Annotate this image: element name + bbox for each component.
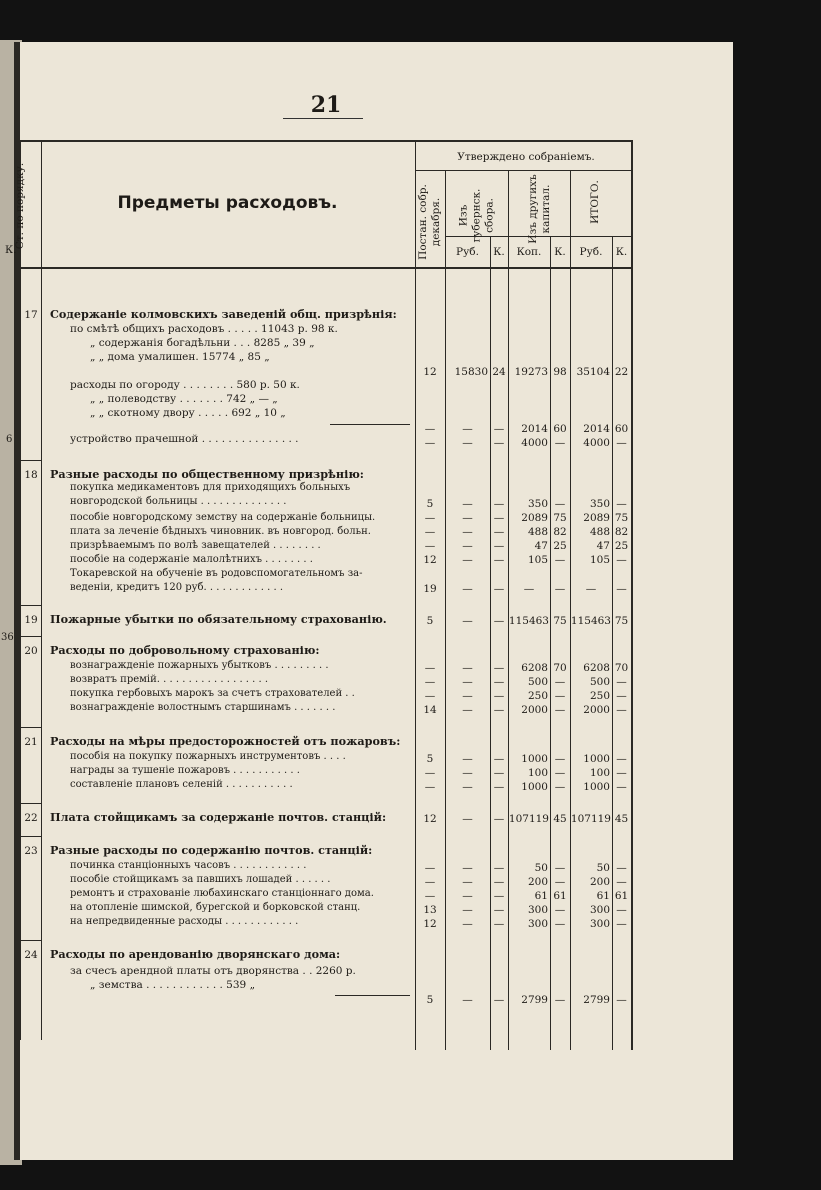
table-cell: 98	[553, 366, 567, 378]
line-item: устройство прачешной . . . . . . . . . . . . . . .	[70, 433, 299, 445]
line-item: „ „ полеводству . . . . . . . 742 „ — „	[90, 393, 278, 405]
table-cell: —	[462, 704, 473, 716]
table-cell: 2014	[521, 423, 548, 435]
table-cell: —	[493, 767, 505, 779]
header-col-total: ИТОГО.	[589, 180, 601, 224]
table-cell: 61	[553, 890, 567, 902]
table-cell: 60	[553, 423, 567, 435]
line-item: Токаревской на обученіе въ родовспомогательномъ за-	[70, 568, 363, 579]
section-divider	[20, 460, 41, 461]
row-number: 23	[24, 845, 38, 857]
table-cell: —	[554, 583, 566, 595]
table-cell: —	[585, 583, 597, 595]
table-cell: —	[616, 994, 627, 1006]
table-cell: 2000	[521, 704, 548, 716]
unit-kop: Коп.	[516, 246, 542, 258]
table-cell: 4000	[521, 437, 548, 449]
table-cell: —	[424, 437, 436, 449]
row-number: 24	[24, 949, 38, 961]
table-cell: —	[554, 690, 566, 702]
table-cell: —	[424, 767, 436, 779]
table-cell: —	[554, 498, 566, 510]
line-item: плата за леченіе бѣдныхъ чиновник. въ новгород. больн.	[70, 526, 371, 537]
table-cell: —	[462, 437, 473, 449]
col-line-right	[631, 140, 633, 1050]
table-cell: 100	[589, 767, 610, 779]
table-cell: 300	[527, 918, 548, 930]
table-cell: —	[616, 862, 627, 874]
table-cell: —	[616, 583, 627, 595]
row-number: 22	[24, 812, 38, 824]
table-cell: —	[462, 890, 473, 902]
table-cell: 300	[527, 904, 548, 916]
table-cell: 61	[614, 890, 629, 902]
table-cell: 61	[596, 890, 610, 902]
table-cell: —	[493, 890, 505, 902]
table-cell: 488	[527, 526, 548, 538]
table-cell: —	[493, 615, 505, 627]
header-col-gubern: Изъ губернск. сбора.	[457, 188, 496, 243]
line-item: „ „ скотному двору . . . . . 692 „ 10 „	[90, 407, 286, 419]
table-cell: 115463	[570, 615, 611, 627]
table-cell: 1000	[521, 781, 548, 793]
table-cell: 12	[423, 918, 437, 930]
sum-rule	[335, 995, 410, 996]
table-cell: —	[616, 704, 627, 716]
table-cell: 25	[614, 540, 629, 552]
table-cell: —	[616, 781, 627, 793]
table-cell: 75	[553, 512, 567, 524]
table-cell: —	[493, 994, 505, 1006]
line-item: веденіи, кредитъ 120 руб. . . . . . . . . . . . .	[70, 582, 284, 593]
section-divider	[20, 803, 41, 804]
table-cell: 60	[614, 423, 629, 435]
table-cell: 82	[553, 526, 567, 538]
section-divider	[20, 727, 41, 728]
table-cell: —	[554, 554, 566, 566]
table-cell: —	[493, 512, 505, 524]
table-cell: —	[462, 918, 473, 930]
header-approved-group: Утверждено собраніемъ.	[457, 151, 595, 163]
line-item: „ „ дома умалишен. 15774 „ 85 „	[90, 351, 270, 363]
table-cell: 25	[553, 540, 567, 552]
line-item: по смѣтѣ общихъ расходовъ . . . . . 11043 р. 98 к.	[70, 323, 338, 335]
table-cell: 5	[426, 615, 434, 627]
table-cell: —	[424, 890, 436, 902]
table-cell: 300	[589, 904, 610, 916]
table-cell: —	[616, 676, 627, 688]
table-cell: 82	[614, 526, 629, 538]
table-cell: —	[493, 437, 505, 449]
table-cell: —	[493, 676, 505, 688]
page-number: 21	[310, 92, 342, 118]
table-cell: —	[554, 676, 566, 688]
table-cell: —	[493, 423, 505, 435]
table-cell: —	[424, 781, 436, 793]
table-cell: 2000	[583, 704, 610, 716]
line-item: вознагражденіе пожарныхъ убытковъ . . . . . . . . .	[70, 660, 329, 671]
table-cell: —	[493, 662, 505, 674]
section-divider	[20, 636, 41, 637]
table-cell: 6208	[583, 662, 610, 674]
table-cell: 15830	[454, 366, 488, 378]
table-cell: 50	[596, 862, 610, 874]
section-divider	[20, 836, 41, 837]
page-number-rule	[283, 118, 363, 119]
line-item: на непредвиденные расходы . . . . . . . . . . . .	[70, 916, 299, 927]
row-number: 19	[24, 614, 38, 626]
table-cell: 500	[527, 676, 548, 688]
col-line-number	[41, 140, 42, 1040]
section-title: Плата стойщикамъ за содержаніе почтов. станцій:	[50, 810, 387, 824]
table-cell: 70	[614, 662, 629, 674]
section-divider	[20, 940, 41, 941]
table-cell: —	[424, 423, 436, 435]
table-cell: —	[493, 540, 505, 552]
table-cell: 107119	[508, 813, 549, 825]
table-cell: —	[424, 876, 436, 888]
table-cell: 2089	[521, 512, 548, 524]
table-cell: —	[493, 904, 505, 916]
table-cell: —	[616, 876, 627, 888]
table-cell: —	[462, 662, 473, 674]
table-cell: 2799	[521, 994, 548, 1006]
line-item: за счесъ арендной платы отъ дворянства . . 2260 р.	[70, 965, 356, 977]
line-item: вознагражденіе волостнымъ старшинамъ . . . . . . .	[70, 702, 336, 713]
table-cell: —	[424, 676, 436, 688]
table-cell: —	[554, 862, 566, 874]
section-divider	[20, 605, 41, 606]
table-cell: 300	[589, 918, 610, 930]
table-cell: 250	[589, 690, 610, 702]
table-cell: 200	[589, 876, 610, 888]
unit-rub-2: Руб.	[579, 246, 603, 258]
table-cell: —	[616, 767, 627, 779]
section-title: Содержаніе колмовскихъ заведеній общ. призрѣнія:	[50, 307, 397, 321]
table-cell: 45	[614, 813, 629, 825]
table-cell: —	[462, 767, 473, 779]
table-cell: —	[462, 781, 473, 793]
table-cell: —	[462, 690, 473, 702]
margin-number: 36	[1, 632, 14, 643]
table-cell: 70	[553, 662, 567, 674]
table-cell: 75	[553, 615, 567, 627]
table-cell: —	[462, 423, 473, 435]
table-cell: —	[493, 498, 505, 510]
line-item: „ земства . . . . . . . . . . . . 539 „	[90, 979, 256, 991]
section-title: Пожарные убытки по обязательному страхованію.	[50, 612, 387, 626]
header-subjects: Предметы расходовъ.	[117, 193, 338, 213]
line-item: возвратъ премій. . . . . . . . . . . . . . . . . .	[70, 674, 269, 685]
line-item: пособіе на содержаніе малолѣтнихъ . . . . . . . .	[70, 554, 313, 565]
table-cell: 115463	[508, 615, 549, 627]
section-title: Расходы на мѣры предосторожностей отъ пожаровъ:	[50, 734, 401, 748]
table-cell: 5	[426, 753, 434, 765]
table-cell: 12	[423, 554, 437, 566]
table-cell: 250	[527, 690, 548, 702]
table-cell: —	[462, 526, 473, 538]
table-cell: —	[462, 676, 473, 688]
table-cell: —	[462, 554, 473, 566]
table-cell: 24	[492, 366, 506, 378]
table-cell: —	[424, 512, 436, 524]
table-cell: 107119	[570, 813, 611, 825]
table-cell: —	[554, 704, 566, 716]
table-cell: —	[424, 690, 436, 702]
table-cell: —	[493, 753, 505, 765]
row-number: 20	[24, 645, 38, 657]
table-cell: 19	[423, 583, 437, 595]
table-cell: 200	[527, 876, 548, 888]
table-cell: 1000	[583, 753, 610, 765]
table-cell: 2014	[583, 423, 610, 435]
table-cell: 350	[527, 498, 548, 510]
section-title: Расходы по добровольному страхованію:	[50, 643, 320, 657]
table-cell: 75	[614, 512, 629, 524]
table-cell: 2089	[583, 512, 610, 524]
table-cell: 6208	[521, 662, 548, 674]
table-cell: —	[462, 753, 473, 765]
line-item: на отопленіе шимской, бурегской и борковской станц.	[70, 902, 361, 913]
table-cell: 35104	[576, 366, 610, 378]
table-cell: —	[493, 526, 505, 538]
section-title: Разные расходы по содержанію почтов. станцій:	[50, 843, 373, 857]
table-cell: 1000	[521, 753, 548, 765]
table-cell: —	[616, 753, 627, 765]
table-cell: 105	[527, 554, 548, 566]
table-cell: —	[554, 781, 566, 793]
table-cell: —	[493, 813, 505, 825]
unit-k-2: К.	[554, 246, 566, 258]
table-cell: —	[462, 994, 473, 1006]
table-cell: —	[462, 904, 473, 916]
line-item: пособія на покупку пожарныхъ инструментовъ . . . .	[70, 751, 346, 762]
table-cell: —	[616, 690, 627, 702]
header-col-other: Изъ другихъ капитал.	[527, 174, 552, 244]
table-cell: 2799	[583, 994, 610, 1006]
table-cell: —	[616, 918, 627, 930]
table-cell: 12	[423, 366, 437, 378]
table-cell: —	[616, 498, 627, 510]
col-line-left	[20, 140, 21, 1040]
table-cell: 5	[426, 498, 434, 510]
line-item: „ содержанія богадѣльни . . . 8285 „ 39 „	[90, 337, 315, 349]
table-cell: 5	[426, 994, 434, 1006]
table-cell: 47	[596, 540, 610, 552]
table-cell: —	[462, 862, 473, 874]
table-cell: 75	[614, 615, 629, 627]
table-cell: —	[493, 862, 505, 874]
table-cell: —	[462, 540, 473, 552]
table-cell: —	[616, 554, 627, 566]
line-item: награды за тушеніе пожаровъ . . . . . . . . . . .	[70, 765, 300, 776]
table-cell: —	[424, 862, 436, 874]
table-cell: —	[554, 918, 566, 930]
line-item: новгородской больницы . . . . . . . . . . . . . .	[70, 496, 287, 507]
table-cell: —	[462, 615, 473, 627]
line-item: расходы по огороду . . . . . . . . 580 р. 50 к.	[70, 379, 300, 391]
table-cell: —	[554, 437, 566, 449]
table-cell: 50	[534, 862, 548, 874]
line-item: пособіе стойщикамъ за павшихъ лошадей . . . . . .	[70, 874, 331, 885]
table-cell: —	[462, 813, 473, 825]
table-cell: —	[462, 876, 473, 888]
header-left-k: К.	[5, 244, 17, 256]
table-cell: —	[493, 704, 505, 716]
table-cell: —	[554, 753, 566, 765]
table-cell: 105	[589, 554, 610, 566]
table-cell: 12	[423, 813, 437, 825]
table-cell: 45	[553, 813, 567, 825]
header-col-december: Постан. собр. декабря.	[417, 184, 442, 260]
table-cell: 22	[614, 366, 629, 378]
header-bottom-border	[20, 267, 632, 269]
line-item: починка станціонныхъ часовъ . . . . . . . . . . . .	[70, 860, 307, 871]
table-cell: —	[493, 876, 505, 888]
table-cell: —	[616, 904, 627, 916]
table-cell: 500	[589, 676, 610, 688]
table-cell: 350	[589, 498, 610, 510]
line-item: составленіе плановъ селеній . . . . . . . . . . .	[70, 779, 293, 790]
table-cell: —	[493, 781, 505, 793]
margin-number: 6	[6, 434, 13, 445]
table-cell: —	[493, 554, 505, 566]
table-cell: —	[424, 662, 436, 674]
table-cell: 47	[534, 540, 548, 552]
table-cell: —	[493, 690, 505, 702]
table-cell: 14	[423, 704, 437, 716]
line-item: покупка гербовыхъ марокъ за счетъ страхователей . .	[70, 688, 355, 699]
table-cell: —	[554, 876, 566, 888]
table-cell: —	[462, 583, 473, 595]
table-cell: —	[424, 540, 436, 552]
line-item: ремонтъ и страхованіе любахинскаго станціоннаго дома.	[70, 888, 374, 899]
row-number: 18	[24, 469, 38, 481]
line-item: пособіе новгородскому земству на содержаніе больницы.	[70, 512, 376, 523]
table-cell: —	[493, 583, 505, 595]
header-row-number: Ст. по порядку.	[14, 162, 26, 250]
table-cell: 19273	[514, 366, 548, 378]
table-top-border	[20, 140, 632, 142]
unit-k-1: К.	[493, 246, 505, 258]
table-cell: 61	[534, 890, 548, 902]
table-cell: —	[462, 512, 473, 524]
table-cell: —	[424, 526, 436, 538]
table-cell: —	[462, 498, 473, 510]
row-number: 21	[24, 736, 38, 748]
table-cell: 13	[423, 904, 437, 916]
section-title: Разные расходы по общественному призрѣнію:	[50, 467, 364, 481]
line-item: призрѣваемымъ по волѣ завещателей . . . . . . . .	[70, 540, 321, 551]
table-cell: —	[493, 918, 505, 930]
table-cell: 1000	[583, 781, 610, 793]
table-cell: 100	[527, 767, 548, 779]
section-title: Расходы по арендованію дворянскаго дома:	[50, 947, 341, 961]
row-number: 17	[24, 309, 38, 321]
table-cell: 488	[589, 526, 610, 538]
table-cell: —	[523, 583, 535, 595]
table-cell: —	[554, 994, 566, 1006]
table-cell: —	[554, 904, 566, 916]
line-item: покупка медикаментовъ для приходящихъ больныхъ	[70, 482, 351, 493]
unit-k-3: К.	[615, 246, 628, 258]
table-cell: 4000	[583, 437, 610, 449]
sum-rule	[330, 424, 410, 425]
table-cell: —	[554, 767, 566, 779]
unit-rub-1: Руб.	[456, 246, 479, 258]
table-cell: —	[616, 437, 627, 449]
